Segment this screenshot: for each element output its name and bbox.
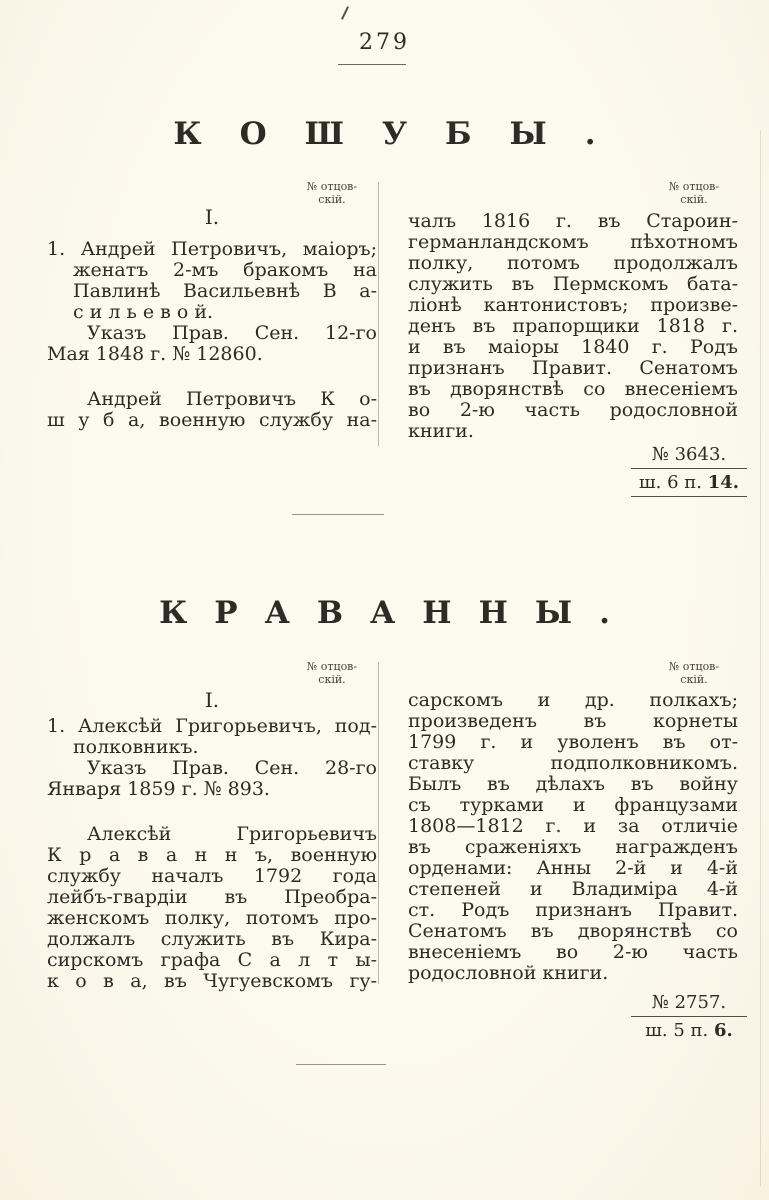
text-line: Павлинѣ Васильевнѣ В а- [73, 280, 377, 302]
column-divider [378, 662, 379, 984]
text-line: 1808—1812 г. и за отличіе [408, 815, 738, 837]
text-line: признанъ Правит. Сенатомъ [408, 357, 738, 379]
text-line: Сенатомъ въ дворянствѣ со [408, 920, 738, 942]
text-line: съ турками и французами [408, 794, 738, 816]
text-line: степеней и Владиміра 4-й [408, 878, 738, 900]
column-header-line: скій. [680, 193, 708, 206]
text-line: сирскомъ графа С а л т ы- [47, 949, 377, 971]
column-header-line: скій. [318, 673, 346, 686]
decree-paragraph [47, 758, 377, 800]
column-header-line: № отцов- [668, 660, 720, 673]
text-line: службу началъ 1792 года [47, 865, 377, 887]
text-line: родословной книги. [408, 962, 609, 984]
text-line: произведенъ въ корнеты [408, 710, 738, 732]
shelf-mark-number: 14. [707, 472, 740, 493]
text-line: Андрей Петровичъ К о- [87, 388, 377, 410]
text-line: служить въ Пермскомъ бата- [408, 273, 738, 295]
reference-block [631, 444, 747, 497]
section-title-koshuby: КОШУБЫ. [173, 116, 634, 152]
reference-block [631, 992, 747, 1044]
text-line: Алексѣй Григорьевичъ [87, 823, 377, 845]
entry-paragraph [47, 239, 377, 323]
stray-ink-mark [341, 6, 349, 19]
shelf-mark-prefix: ш. 6 п. [638, 472, 702, 493]
text-line: Указъ Прав. Сен. 12-го [87, 322, 377, 344]
left-column [47, 716, 377, 992]
left-column [47, 239, 377, 431]
section-separator [296, 1064, 386, 1065]
text-line: К р а в а н н ъ, военную [47, 844, 377, 866]
biography-paragraph [47, 824, 377, 992]
text-line: женскомъ полку, потомъ про- [47, 907, 377, 929]
column-header-line: № отцов- [668, 180, 720, 193]
text-line: 1. Андрей Петровичъ, маіоръ; [47, 238, 377, 260]
text-line: женатъ 2-мъ бракомъ на [73, 259, 377, 281]
text-line: внесеніемъ во 2-ю часть [408, 941, 738, 963]
text-line: ставку подполковникомъ. [408, 752, 738, 774]
shelf-mark-number: 6. [714, 1020, 733, 1041]
text-line: денъ въ прапорщики 1818 г. [408, 315, 738, 337]
shelf-mark [631, 1017, 747, 1044]
entry-paragraph [47, 716, 377, 758]
section-title-kravanny: КРАВАННЫ. [159, 595, 637, 631]
biography-continuation [408, 690, 738, 984]
text-line: Указъ Прав. Сен. 28-го [87, 757, 377, 779]
text-line: въ дворянствѣ со внесеніемъ [408, 378, 738, 400]
text-line: сарскомъ и др. полкахъ; [408, 689, 738, 711]
text-line: Мая 1848 г. № 12860. [47, 343, 263, 365]
column-header-left [290, 180, 374, 206]
text-line: 1799 г. и уволенъ въ от- [408, 731, 738, 753]
text-line: чалъ 1816 г. въ Староин- [408, 210, 738, 232]
text-line: книги. [408, 420, 474, 442]
column-header-line: № отцов- [306, 180, 358, 193]
right-column [408, 211, 738, 442]
section-separator [292, 514, 384, 515]
column-header-right [650, 180, 738, 206]
text-line: полку, потомъ продолжалъ [408, 252, 738, 274]
page-number-rule [338, 64, 406, 65]
reference-number: № 2757. [631, 992, 747, 1017]
text-line: орденами: Анны 2-й и 4-й [408, 857, 738, 879]
text-line: ш у б а, военную службу на- [47, 409, 377, 431]
decree-paragraph [47, 323, 377, 365]
column-header-line: скій. [680, 673, 708, 686]
reference-number: № 3643. [631, 444, 747, 469]
text-line: с и л ь е в о й. [73, 301, 214, 323]
column-divider [378, 182, 379, 446]
column-header-line: № отцов- [306, 660, 358, 673]
column-header-left [290, 660, 374, 686]
shelf-mark [631, 469, 747, 497]
roman-numeral: I. [204, 688, 220, 712]
text-line: должалъ служить въ Кира- [47, 928, 377, 950]
page-number: 279 [359, 30, 410, 55]
text-line: во 2-ю часть родословной [408, 399, 738, 421]
text-line: полковникъ. [73, 736, 199, 758]
biography-paragraph [47, 389, 377, 431]
text-line: Былъ въ дѣлахъ въ войну [408, 773, 738, 795]
right-column [408, 690, 738, 984]
text-line: въ сраженіяхъ награжденъ [408, 836, 738, 858]
page-edge-line [760, 130, 761, 1186]
text-line: и въ маіоры 1840 г. Родъ [408, 336, 738, 358]
roman-numeral: I. [204, 205, 220, 229]
text-line: к о в а, въ Чугуевскомъ гу- [47, 970, 377, 992]
biography-continuation [408, 211, 738, 442]
column-header-right [650, 660, 738, 686]
text-line: лейбъ-гвардіи въ Преобра- [47, 886, 377, 908]
column-header-line: скій. [318, 193, 346, 206]
shelf-mark-prefix: ш. 5 п. [645, 1020, 709, 1041]
text-line: германландскомъ пѣхотномъ [408, 231, 738, 253]
text-line: ст. Родъ признанъ Правит. [408, 899, 738, 921]
text-line: ліонѣ кантонистовъ; произве- [408, 294, 738, 316]
text-line: 1. Алексѣй Григорьевичъ, под- [47, 715, 377, 737]
text-line: Января 1859 г. № 893. [47, 778, 270, 800]
